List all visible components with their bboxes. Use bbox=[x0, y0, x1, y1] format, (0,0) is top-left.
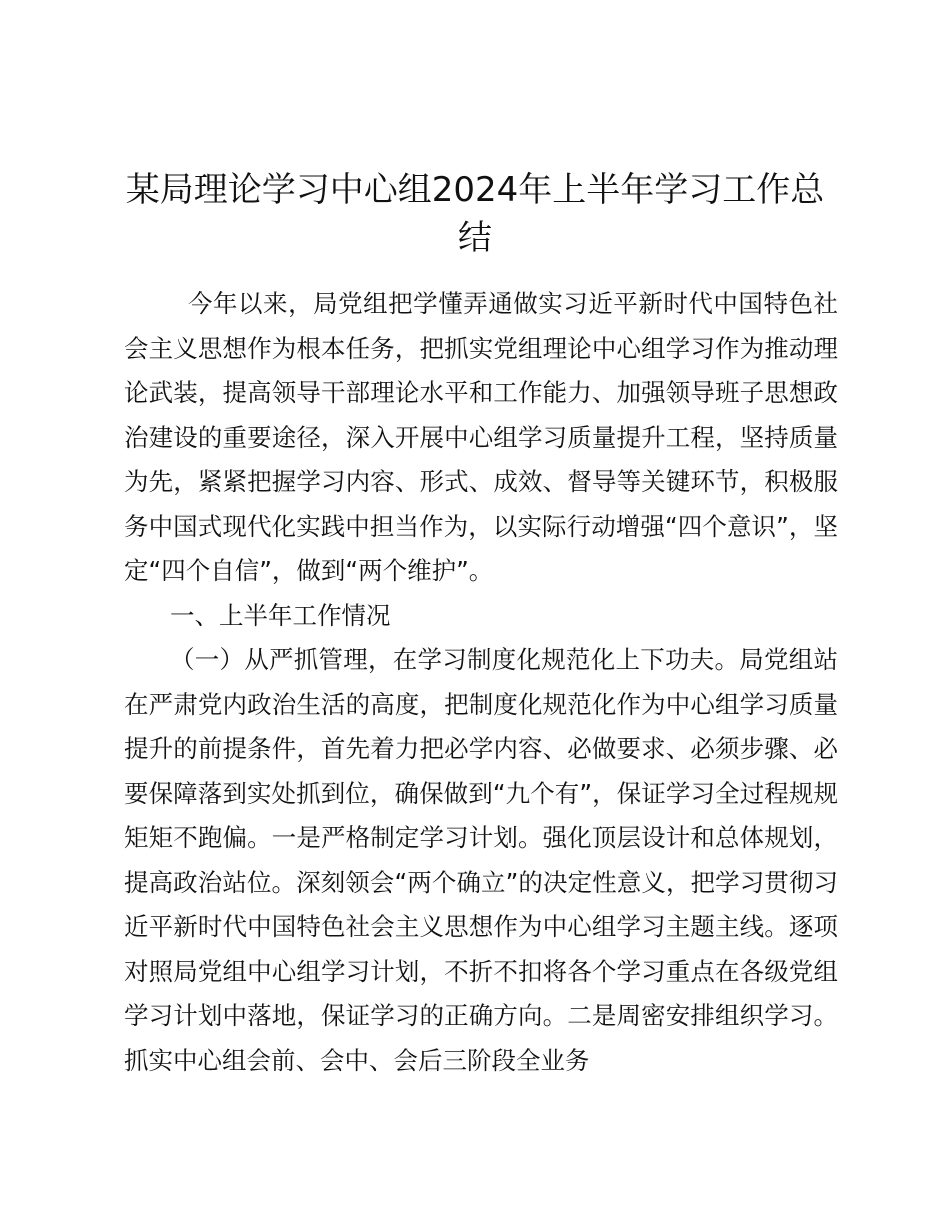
intro-paragraph: 今年以来，局党组把学懂弄通做实习近平新时代中国特色社会主义思想作为根本任务，把抓实党组理论中心组学习作为推动理论武装，提高领导干部理论水平和工作能力、加强领导班子思想政治建设的重要途径，深入开展中心组学习质量提升工程，坚持质量为先，紧紧把握学习内容、形式、成效、督导等关键环节，积极服务中国式现代化实践中担当作为，以实际行动增强“四个意识”，坚定“四个自信”，做到“两个维护”。 bbox=[124, 289, 838, 585]
document-body bbox=[124, 282, 838, 1083]
section-heading: 一、上半年工作情况 bbox=[170, 600, 391, 630]
section-paragraph: （一）从严抓管理，在学习制度化规范化上下功夫。局党组站在严肃党内政治生活的高度，把制度化规范化作为中心组学习质量提升的前提条件，首先着力把必学内容、必做要求、必须步骤、必要保障落到实处抓到位，确保做到“九个有”，保证学习全过程规规矩矩不跑偏。一是严格制定学习计划。强化顶层设计和总体规划，提高政治站位。深刻领会“两个确立”的决定性意义，把学习贯彻习近平新时代中国特色社会主义思想作为中心组学习主题主线。逐项对照局党组中心组学习计划，不折不扣将各个学习重点在各级党组学习计划中落地，保证学习的正确方向。二是周密安排组织学习。抓实中心组会前、会中、会后三阶段全业务 bbox=[124, 645, 838, 1075]
document-title: 某局理论学习中心组2024年上半年学习工作总结 bbox=[125, 170, 825, 258]
